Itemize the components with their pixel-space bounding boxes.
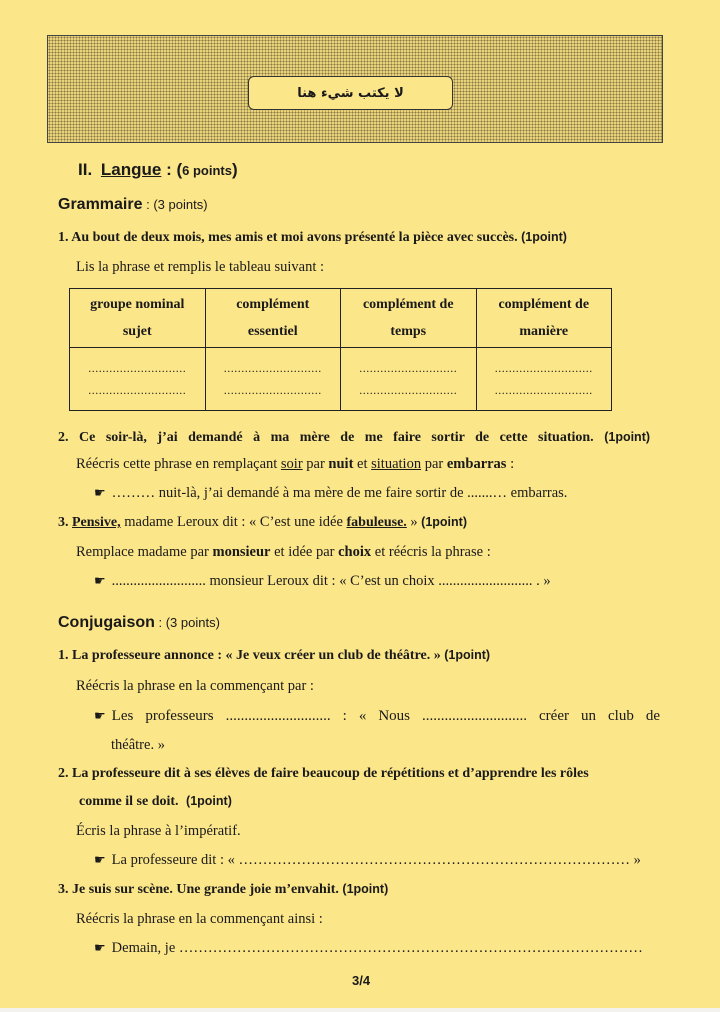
section-colon: : ( [161,160,183,179]
underlined-word: Pensive, [72,515,121,530]
question-number: 3. [58,515,69,530]
grammaire-title: Grammaire [58,196,143,213]
question-number: 3. [58,882,69,897]
table-header-row [70,289,612,348]
conjugaison-q3-answer[interactable] [94,940,643,957]
text: Réécris cette phrase en remplaçant [76,456,281,472]
pointing-hand-icon: ☛ [94,940,106,955]
question-points: (1point) [421,515,467,529]
container [70,289,612,411]
page-edge [0,1008,720,1012]
grammaire-heading [58,196,208,214]
text: ............................ [223,361,322,375]
banner-label: لا يكتب شيء هنا [248,76,453,110]
grammaire-q2-answer[interactable] [94,485,567,502]
grammaire-q2 [58,430,650,446]
conjugaison-heading [58,614,220,632]
container [94,708,660,725]
conjugaison-q1-instruction: Réécris la phrase en la commençant par : [76,678,314,694]
text: : [506,456,515,472]
answer-line: La professeure dit : « ……………………………………………………………………… » [111,852,641,868]
conjugaison-q3 [58,882,388,898]
text: groupe nominal [90,297,185,312]
answer-line: .......................... monsieur Leroux dit : « C’est un choix .......................... . » [111,573,551,589]
text: ............................ [88,383,187,397]
underlined-word: fabuleuse. [346,515,407,530]
container [58,430,650,446]
conjugaison-q1-answer[interactable] [94,708,660,725]
grammaire-q3-answer[interactable] [94,573,551,590]
question-points: (1point) [521,230,567,244]
do-not-write-banner [47,35,663,143]
conjugaison-q2-cont [79,794,232,810]
text: complément de [498,297,590,312]
question-sentence: Au bout de deux mois, mes amis et moi avons présenté la pièce avec succès. [71,230,518,245]
answer-cell[interactable] [205,348,341,411]
text: ............................ [223,383,322,397]
grammaire-q2-instruction [76,456,514,473]
text: et idée par [270,544,339,560]
grammaire-q1 [58,230,567,246]
text: embarras [446,456,507,472]
text: et réécris la phrase : [371,544,491,560]
text: ............................ [359,361,458,375]
section-close: ) [231,160,238,179]
header-complement-essentiel [205,289,341,348]
grammaire-q3 [58,514,467,531]
pointing-hand-icon: ☛ [94,573,106,588]
pointing-hand-icon: ☛ [94,852,106,867]
question-points: (1point) [444,648,491,662]
text: complément [236,297,310,312]
pointing-hand-icon: ☛ [94,485,106,500]
text: manière [519,324,569,339]
text: situation [371,456,422,472]
question-sentence: La professeure dit à ses élèves de faire beaucoup de répétitions et d’apprendre les rôles [72,766,589,781]
table-answer-row [70,348,612,411]
text: ............................ [88,361,187,375]
answer-line: Demain, je …………………………………………………………………………………… [111,940,643,956]
section-title: Langue [100,160,162,179]
text: par [421,456,447,472]
question-sentence: Je suis sur scène. Une grande joie m’envahit. [72,882,339,897]
question-sentence: comme il se doit. [79,794,179,809]
conjugaison-q2-answer[interactable] [94,852,641,869]
text: et [353,456,372,472]
answer-cell[interactable] [476,348,612,411]
grammaire-q1-instruction: Lis la phrase et remplis le tableau suivant : [76,259,325,275]
question-points: (1point) [342,882,389,896]
text: nuit [328,456,354,472]
header-complement-temps [341,289,477,348]
text: » [406,514,418,530]
question-points: (1point) [604,430,651,444]
conjugaison-q1-answer-cont: théâtre. » [111,737,165,753]
question-number: 2. [58,430,69,445]
conjugaison-q3-instruction: Réécris la phrase en la commençant ainsi : [76,911,323,927]
question-number: 1. [58,230,69,245]
text: par [302,456,329,472]
page-number: 3/4 [352,973,371,988]
text: essentiel [247,324,298,339]
text: ............................ [494,383,593,397]
question-sentence: madame Leroux dit : « C’est une idée [120,514,347,530]
text: choix [338,544,372,560]
question-sentence: Ce soir-là, j’ai demandé à ma mère de me faire sortir de cette situation. [79,430,594,445]
text: temps [390,324,427,339]
question-number: 1. [58,648,69,663]
text: Remplace madame par [76,544,213,560]
question-points: (1point) [186,794,232,808]
header-complement-maniere [476,289,612,348]
section-points: 6 points [182,163,232,178]
answer-line: Les professeurs ............................ : « Nous ............................ créer un club de [111,708,660,724]
conjugaison-q2 [58,766,589,782]
text: ............................ [494,361,593,375]
header-groupe-nominal-sujet [70,289,206,348]
grammar-table [69,288,612,411]
text: complément de [362,297,454,312]
text: ............................ [359,383,458,397]
answer-cell[interactable] [341,348,477,411]
grammaire-q3-instruction [76,544,491,561]
section-heading [78,160,238,180]
question-number: 2. [58,766,69,781]
text: monsieur [212,544,271,560]
answer-line: ……… nuit-là, j’ai demandé à ma mère de me faire sortir de .......… embarras. [111,485,568,501]
pointing-hand-icon: ☛ [94,708,106,723]
conjugaison-title: Conjugaison [58,614,155,631]
question-sentence: La professeure annonce : « Je veux créer un club de théâtre. » [72,648,441,663]
conjugaison-q1 [58,648,490,664]
conjugaison-q2-instruction: Écris la phrase à l’impératif. [76,823,241,839]
text: soir [280,456,303,472]
section-numeral: II. [78,160,93,179]
grammaire-points: : (3 points) [142,197,208,212]
conjugaison-points: : (3 points) [154,615,220,630]
text: sujet [122,324,152,339]
answer-cell[interactable] [70,348,206,411]
